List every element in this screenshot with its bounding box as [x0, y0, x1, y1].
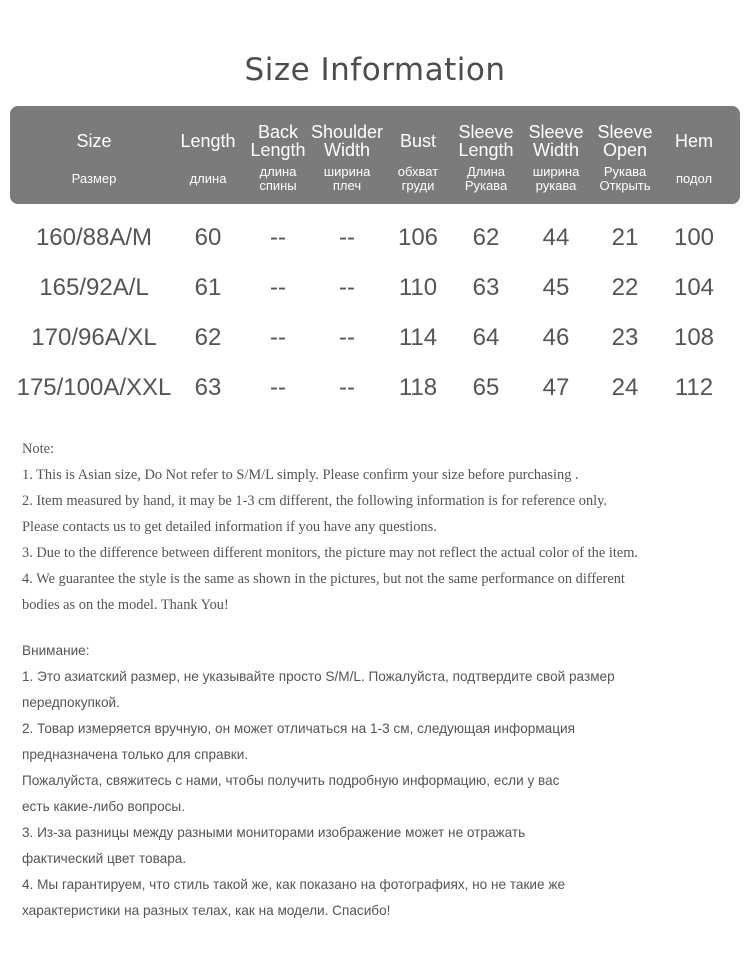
table-cell: 165/92A/L — [39, 274, 149, 301]
table-cell: 44 — [542, 224, 570, 251]
table-cell: -- — [270, 224, 286, 251]
table-cell: 46 — [542, 324, 570, 351]
header-label-en: Bust — [399, 131, 437, 151]
table-cell: 62 — [194, 324, 222, 351]
table-cell: -- — [339, 324, 355, 351]
header-cell — [388, 106, 448, 204]
note-line-en: 2. Item measured by hand, it may be 1-3 cm different, the following information is for reference only. — [22, 493, 608, 509]
header-cell — [523, 106, 589, 204]
header-label-part: Shoulder — [310, 122, 384, 142]
header-label-part: Width — [323, 140, 370, 160]
header-label-part: Length — [250, 140, 306, 160]
note-line-ru: характеристики на разных телах, как на модели. Спасибо! — [22, 903, 391, 918]
header-label-ru: Размер — [71, 171, 117, 186]
header-cell — [664, 106, 724, 204]
note-line-ru: фактический цвет товара. — [22, 851, 187, 866]
header-label-part: обхват — [397, 164, 439, 179]
table-row — [10, 263, 740, 313]
note-line-en: Please contacts us to get detailed information if you have any questions. — [22, 519, 437, 535]
note-line-ru: 1. Это азиатский размер, не указывайте просто S/M/L. Пожалуйста, подтвердите свой размер — [22, 669, 615, 684]
table-cell: 170/96A/XL — [31, 324, 157, 351]
table-cell: 60 — [194, 224, 222, 251]
header-label-part: Open — [602, 140, 648, 160]
page-title: Size Information — [244, 52, 506, 88]
header-label-en: Hem — [674, 131, 713, 151]
table-row — [10, 213, 740, 263]
table-row — [10, 363, 740, 413]
table-cell: 23 — [611, 324, 639, 351]
table-cell: -- — [270, 274, 286, 301]
note-line-ru: 2. Товар измеряется вручную, он может отличаться на 1-3 см, следующая информация — [22, 721, 575, 736]
table-cell: 64 — [472, 324, 500, 351]
header-label-ru: подол — [675, 171, 713, 186]
header-label-part: Рукава — [464, 178, 508, 193]
note-line-en: 3. Due to the difference between different monitors, the picture may not reflect the actual color of the item. — [22, 545, 639, 561]
table-cell: 22 — [611, 274, 639, 301]
table-cell: 61 — [194, 274, 222, 301]
header-cell — [453, 106, 519, 204]
header-label-part: рукава — [535, 178, 577, 193]
header-label-part: Рукава — [603, 164, 647, 179]
header-label-part: Width — [532, 140, 579, 160]
note-line-ru: 3. Из-за разницы между разными мониторами изображение может не отражать — [22, 825, 526, 840]
table-cell: 106 — [397, 224, 439, 251]
note-line-ru: передпокупкой. — [22, 695, 120, 710]
table-cell: -- — [270, 324, 286, 351]
header-label-part: Length — [458, 140, 514, 160]
table-cell: 24 — [611, 374, 639, 401]
header-cell — [592, 106, 658, 204]
size-table-header — [10, 106, 740, 204]
header-label-part: ширина — [323, 164, 371, 179]
table-cell: 65 — [472, 374, 500, 401]
header-label-part: спины — [259, 178, 297, 193]
note-line-ru: 4. Мы гарантируем, что стиль такой же, как показано на фотографиях, но не такие же — [22, 877, 566, 892]
header-label-part: Back — [257, 122, 299, 142]
header-cell — [175, 106, 241, 204]
table-cell: 47 — [542, 374, 570, 401]
header-label-part: Sleeve — [528, 122, 584, 142]
table-cell: 118 — [398, 374, 438, 401]
header-label-en: Size — [76, 131, 112, 151]
notes-english — [22, 436, 747, 618]
note-line-en: bodies as on the model. Thank You! — [22, 597, 229, 613]
notes-russian — [22, 638, 742, 924]
header-cell — [19, 106, 169, 204]
table-cell: 100 — [673, 224, 715, 251]
note-line-ru: предназначена только для справки. — [22, 747, 249, 762]
table-cell: 114 — [398, 324, 438, 351]
table-cell: -- — [339, 224, 355, 251]
note-line-ru: есть какие-либо вопросы. — [22, 799, 185, 814]
header-label-part: груди — [401, 178, 435, 193]
table-cell: 110 — [398, 274, 438, 301]
table-row — [10, 313, 740, 363]
header-label-part: плеч — [332, 178, 362, 193]
table-cell: 104 — [673, 274, 715, 301]
header-label-ru: длина — [189, 171, 227, 186]
header-label-part: Длина — [466, 164, 506, 179]
table-cell: 175/100A/XXL — [16, 374, 172, 401]
table-cell: 45 — [542, 274, 570, 301]
header-label-part: ширина — [532, 164, 580, 179]
note-line-ru: Внимание: — [22, 643, 90, 658]
table-cell: -- — [339, 374, 355, 401]
table-cell: 108 — [673, 324, 715, 351]
table-cell: 63 — [472, 274, 500, 301]
header-label-part: длина — [259, 164, 297, 179]
table-cell: 21 — [611, 224, 639, 251]
note-line-en: 4. We guarantee the style is the same as shown in the pictures, but not the same performance on different — [22, 571, 625, 587]
header-label-part: Sleeve — [458, 122, 514, 142]
table-cell: -- — [339, 274, 355, 301]
table-cell: -- — [270, 374, 286, 401]
note-line-en: 1. This is Asian size, Do Not refer to S/M/L simply. Please confirm your size before purchasing . — [22, 467, 579, 483]
table-cell: 160/88A/M — [35, 224, 153, 251]
note-line-en: Note: — [22, 441, 54, 457]
table-cell: 62 — [472, 224, 500, 251]
header-label-part: Открыть — [599, 178, 651, 193]
note-line-ru: Пожалуйста, свяжитесь с нами, чтобы получить подробную информацию, если у вас — [22, 773, 560, 788]
header-cell — [309, 106, 385, 204]
table-cell: 112 — [674, 374, 714, 401]
table-cell: 63 — [194, 374, 222, 401]
header-label-part: Sleeve — [597, 122, 653, 142]
header-label-en: Length — [180, 131, 236, 151]
